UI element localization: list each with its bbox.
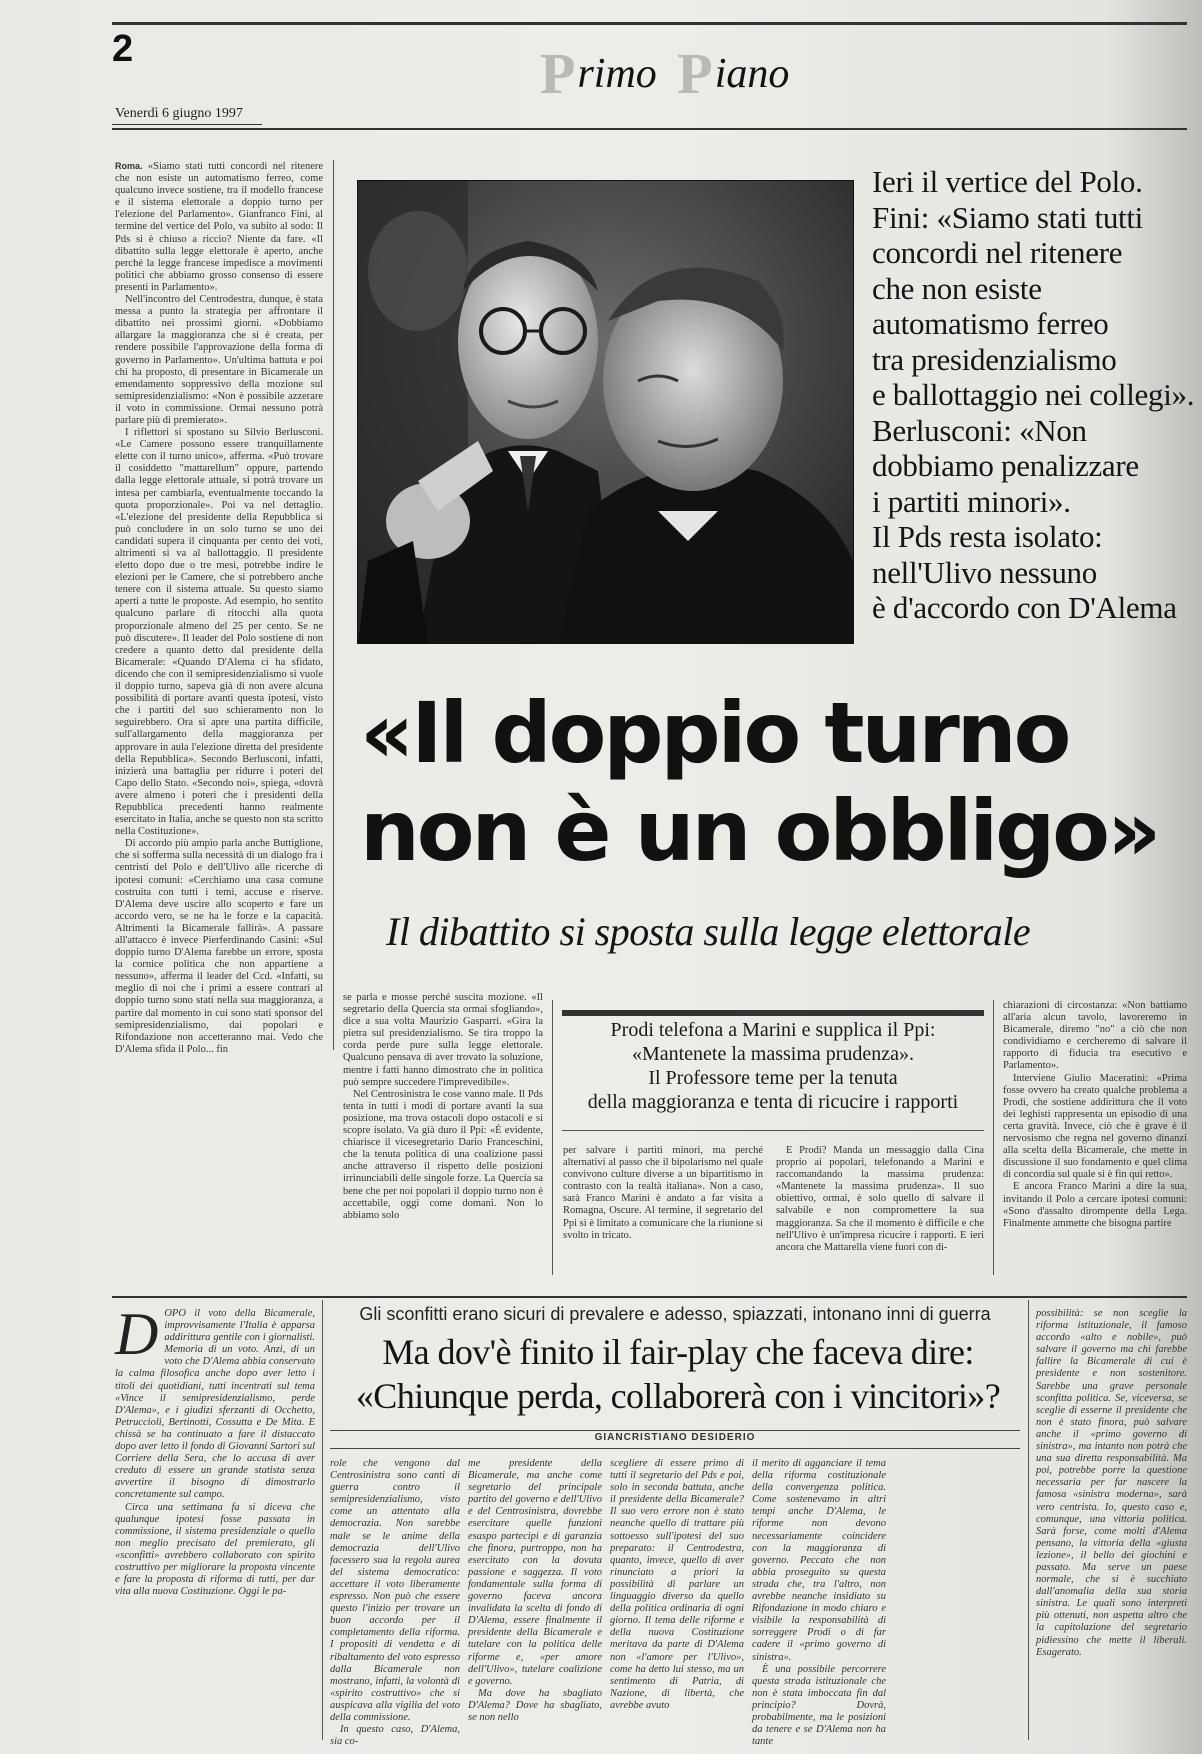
fair-headline xyxy=(338,1330,1018,1418)
issue-date: Venerdì 6 giugno 1997 xyxy=(115,106,243,121)
dateline: Roma. xyxy=(115,161,143,171)
deck-line-2: Fini: «Siamo stati tutti xyxy=(872,199,1143,235)
right-para-2: Interviene Giulio Maceratini: «Prima fosse ovvero ha creato qualche problema a Prodi, che sostiene addirittura che il voto dei leghisti rappresenta un episodio di una certa gravità. Invece, ciò che è grave è il nervosismo che regna nel governo dinanzi alla scelta della Bicamerale, che mette in discussione il suo fondamento e quel clima di concordia sul quale si è fin qui retto». xyxy=(1003,1072,1187,1181)
fair-column-e: possibilità: se non sceglie la riforma istituzionale, il famoso accordo «alto e nobile», può salvare il governo ma chi farebbe fallire la Bicamerale di cui è presidente e non sostenitore. Sarebbe una grave personale sconfitta politica. Se, viceversa, se sceglie di esserne il presidente che non è stato finora, può salvare anche il «primo governo di sinistra», ma intanto non potrà che una sua diretta responsabilità. Ma poi, potrebbe porre la questione necessaria per far nascere la famosa «sinistra moderna», sarà vero centrista. Io, questo caso e, comunque, una vittoria politica. Sarà forse, come molti d'Alema pensano, la vittoria della «giusta lezione», il bello dei giochini e passato. Ma serve un paese normale, che si è succhiato dall'anomalia della sua storia sinistra. Le quali sono interpreti più ottenuti, non aspetta altro che la capitolazione del segretario pidiessino che mette il liberali. Esagerato. xyxy=(1036,1308,1187,1658)
left-para-1: Roma. «Siamo stati tutti concordi nel ritenere che non esiste un automatismo ferreo, come qualcuno invece sostiene, tra il modello francese e il sistema elettorale a doppio turno per l'elezione del Parlamento». Gianfranco Fini, al termine del vertice del Polo, va subito al sodo: Il Pds si è chiuso a riccio? Niente da fare. «Il dibattito sulla legge elettorale è aperto, anche perché la legge francese impedisce a movimenti politici che abbiamo grosso consenso di essere presenti in Parlamento». xyxy=(115,161,324,293)
section-initial-2: P xyxy=(677,41,713,106)
mid-para-2: Nel Centrosinistra le cose vanno male. Il Pds tenta in tutti i modi di portare avanti la sua posizione, ma trova ostacoli dopo ostacoli e si scopre isolato. Va già duro il Ppi: «È evidente, chiarisce il vicesegretario Dario Franceschini, che la tenuta politica di una coalizione passi anche attraverso il rispetto delle posizioni irrinunciabili delle singole forze. La Quercia sa bene che per noi popolari il doppio turno non è accettabile, oggi come domani. Non lo abbiamo solo xyxy=(343,1088,543,1221)
prodi-head-line-4: della maggioranza e tenta di ricucire i rapporti xyxy=(587,1091,959,1113)
fair-column-d: il merito di agganciare il tema della riforma costituzionale della convergenza politica. Come sostenevamo in altri tempi anche D'Alema, le riforme non devono necessariamente coincidere con la maggioranza di governo. Peccato che non abbia proseguito su questa strada che, tra l'altro, non avrebbe neanche insidiato su Rifondazione in modo chiaro e visibile la responsabilità di sorreggere Prodi o di far cadere il «primo governo di sinistra». È una possibile percorrere questa strada istituzionale che non è stata imboccata fin dal principio? Dovrà, probabilmente, ma le posizioni da tenere e se D'Alema non ha tante xyxy=(752,1458,886,1748)
deck-line-13: è d'accordo con D'Alema xyxy=(872,590,1177,625)
headline-line-1: «Il doppio turno xyxy=(360,684,1069,782)
photo-image xyxy=(358,181,853,643)
prodi-head-line-3: Il Professore teme per la tenuta xyxy=(648,1067,898,1089)
right-para-3: E ancora Franco Marini a dire la sua, invitando il Polo a cercare ipotesi comuni: «Sono d'assalto dirompente della Lega. Finalmente ammette che bisogna partire xyxy=(1003,1181,1187,1229)
prodi-headline xyxy=(562,1018,984,1114)
section-word-2: iano xyxy=(714,51,790,97)
prodi-box-bar xyxy=(562,1010,984,1016)
column-separator xyxy=(333,160,334,1050)
deck-line-12: nell'Ulivo nessuno xyxy=(872,554,1097,590)
deck-line-10: i partiti minori». xyxy=(872,483,1071,519)
middle-article-column xyxy=(343,992,543,1277)
section-title xyxy=(540,40,789,107)
right-para-1: chiarazioni di circostanza: «Non battiamo all'aria alcun tavolo, lavoreremo in Bicamerale, diremo "no" a ciò che non condividiamo e cercheremo di salvare il rapporto di fiducia tra esecutivo e Parlamento». xyxy=(1003,1000,1187,1072)
deck-line-4: che non esiste xyxy=(872,270,1042,306)
column-separator-5 xyxy=(1028,1300,1029,1740)
right-article-column xyxy=(1003,1000,1187,1276)
byline-rule-bottom xyxy=(330,1448,1020,1449)
photo-fini-berlusconi xyxy=(357,180,854,644)
left-para-3: I riflettori si spostano su Silvio Berlusconi. «Le Camere possono essere tranquillamente elette con il turno unico», afferma. «Può trovare il cosiddetto "mattarellum" oppure, partendo dalla legge elettorale attuale, si potrà trovare un intesa per cambiarla, eventualmente toccando la quota proporzionale». Poi va nel dettaglio. «L'elezione del presidente della Repubblica si può concludere in un solo turno se uno dei candidati supera il cinquanta per cento dei voti, altrimenti si va al ballottaggio. Il presidente eletto dopo due o tre mesi, potrebbe indire le elezioni per le Camere, che si potrebbero anche tenere con il sistema attuale. Su questo siamo aperti a tutte le proposte. Ad esempio, ho sentito qualcuno parlare di ritocchi alla quota proporzionale almeno del 25 per cento. Se ne può discutere». Il leader del Polo sostiene di non credere a quanto detto dal presidente della Bicamerale: «Quando D'Alema ci ha sfidato, dicendo che con il semipresidenzialismo si vuole il doppio turno, sapeva già di non avere alcuna possibilità di portare avanti questa ipotesi, visto che i partiti del suo schieramento non lo seguirebbero. Ora si apre una partita difficile, sull'allargamento della maggioranza per approvare in aula l'elezione diretta del presidente della Repubblica». Secondo Berlusconi, infatti, inizierà una battaglia per ridurre i poteri del Capo dello Stato. «Secondo noi», spiega, «dovrà avere almeno i poteri che i presidenti della Repubblica precedenti hanno realmente esercitato in Italia, anche se questo non sta scritto nella Costituzione». xyxy=(115,427,323,838)
fair-lead-para-2: Circa una settimana fa si diceva che qualunque ipotesi fosse passata in commissione, il sistema presidenziale o quello non meglio precisato del premierato, gli «sconfitti» avrebbero collaborato con spirito costruttivo per migliorare la proposta vincente e fare la proposta di riforma di tutti, per dar vita alla nuova Costituzione. Oggi le pa- xyxy=(115,1501,315,1598)
deck-line-6: tra presidenzialismo xyxy=(872,341,1117,377)
prodi-head-line-1: Prodi telefona a Marini e supplica il Ppi: xyxy=(610,1019,936,1041)
author-byline: GIANCRISTIANO DESIDERIO xyxy=(594,1432,756,1443)
date-rule xyxy=(112,124,262,125)
byline-rule-top xyxy=(330,1430,1020,1431)
fair-lead-para: DOPO il voto della Bicamerale, improvvisamente l'Italia è apparsa addirittura gentile con i giornalisti. Memoria di un voto. Anzi, di un voto che D'Alema abbia conservato la calma filosofica anche dopo aver letto i titoli dei quotidiani, tutti incentrati sul tema «Vince il semipresidenzialismo, perde D'Alema», e i giudizi sferzanti di Occhetto, Petruccioli, Bertinotti, Cossutta e De Mita. E chissà se ha continuato a fare il distaccato dopo aver letto il fondo di Giovanni Sartori sul Corriere della Sera, che lo accusa di aver creduto di essere un grande statista senza avvertire il bisogno di dimostrarlo concretamente sul campo. xyxy=(115,1301,315,1501)
deck-line-1: Ieri il vertice del Polo. xyxy=(872,164,1143,199)
column-separator-2 xyxy=(552,1000,553,1275)
section-rule xyxy=(112,1296,1187,1298)
fair-head-line-2: «Chiunque perda, collaborerà con i vincitori»? xyxy=(355,1376,1001,1416)
headline-line-2: non è un obbligo» xyxy=(360,782,1159,880)
deck-line-9: dobbiamo penalizzare xyxy=(872,448,1139,483)
header-rule xyxy=(112,128,1187,130)
column-separator-4 xyxy=(322,1300,323,1740)
fair-head-line-1: Ma dov'è finito il fair-play che faceva dire: xyxy=(382,1332,974,1372)
prodi-rule xyxy=(562,1130,984,1131)
fair-column-c: scegliere di essere primo di tutti il segretario del Pds e poi, solo in seconda battuta, anche il presidente della Bicamerale? Il suo vero errore non è stato neanche quello di trattare più sottoesso sull'ipotesi del suo preparato: il Centrodestra, quanto, invece, quello di aver rinunciato a priori la possibilità di parlare un linguaggio diverso da quello della politica ordinaria di ogni giorno. Il tema delle riforme e della nuova Costituzione meritava da parte di D'Alema non «l'amore per l'Ulivo», come ha detto lui stesso, ma un sentimento di Patria, di Nazione, di libertà, che avrebbe avuto xyxy=(610,1458,744,1711)
prodi-head-line-2: «Mantenete la massima prudenza». xyxy=(631,1043,915,1065)
top-rule xyxy=(112,22,1187,25)
fair-column-b: me presidente della Bicamerale, ma anche come segretario del principale partito del governo e dell'Ulivo e del Centrosinistra, dovrebbe esercitare quelle funzioni esaspo partecipi e di garanzia che finora, purtroppo, non ha esercitato con la dovuta passione e saggezza. Il voto fondamentale sulla forma di governo faceva ancora invalidata la scelta di fondo di D'Alema, essere finalmente il presidente della Bicamerale e tutelare con la politica delle riforme e, «per amore dell'Ulivo», tutelare coalizione e governo. Ma dove ha sbagliato D'Alema? Dove ha sbagliato, se non nello xyxy=(468,1458,602,1723)
column-separator-3 xyxy=(993,1000,994,1275)
left-para-4: Di accordo più ampio parla anche Buttiglione, che si sofferma sulla necessità di un dialogo fra i centristi del Polo e dell'Ulivo alle ricerche di ipotesi comuni: «Cerchiamo una casa comune costruita con tutti i temi, accuse e riserve. D'Alema deve uscire allo scoperto e fare un accordo vero, se ne ha le forze e la capacità. Altrimenti la Bicamerale fallirà». A passare all'attacco è invece Pierferdinando Casini: «Sul doppio turno D'Alema farebbe un errore, sposta la cornice politica che non appartiene a nessuno», afferma il leader del Ccd. «Infatti, su meglio di noi che i primi a essere contrari al doppio turno sono stati nella sua maggioranza, a partire dal momento in cui sono stati sponsor del semipresidenzialismo, dai popolari e Rifondazione non accetteranno mai. Vedo che D'Alema sfida il Polo... fin xyxy=(115,838,323,1055)
page-number: 2 xyxy=(112,28,134,70)
deck-line-8: Berlusconi: «Non xyxy=(872,412,1087,448)
prodi-column-1: per salvare i partiti minori, ma perché alternativi al passo che il bipolarismo nel quale convivono culture diverse a un bipartitismo in contrasto con la realtà italiana». Non a caso, sarà Franco Marini è andato a far visita a Romagna, Oscure. Al termine, il segretario del Ppi si è limitato a comunicare che la riunione si svolto in tricato. xyxy=(563,1145,763,1241)
deck-line-3: concordi nel ritenere xyxy=(872,235,1123,270)
deck-line-5: automatismo ferreo xyxy=(872,306,1109,341)
prodi-column-2: E Prodi? Manda un messaggio dalla Cina proprio ai popolari, telefonando a Marini e raccomandando la massima prudenza: «Mantenete la massima prudenza». Il suo obiettivo, ormai, è solo quello di salvare il salvabile e non compromettere la sua maggioranza. Sa che il momento è difficile e che nell'Ulivo è un'impresa ricucire i rapporti. E ieri ancora che Mattarella viene fuori con di- xyxy=(776,1145,984,1253)
section-word-1: rimo xyxy=(577,51,657,97)
mid-para-1: se parla e mosse perché suscita mozione. «Il segretario della Quercia sta ormai sfogliando», dice a sua volta Maurizio Gasparri. «Gira la pietra sul presidenzialismo. Se tira troppo la corda perde pure sulla legge elettorale. Qualcuno pensava di aver trovato la soluzione, mentre i fatti hanno dimostrato che in politica può sempre succedere l'imprevedibile». xyxy=(343,992,543,1088)
left-article-column xyxy=(115,160,324,1055)
headline-deck xyxy=(872,164,1195,626)
section-initial-1: P xyxy=(540,41,576,106)
main-headline xyxy=(360,684,1190,880)
fair-kicker: Gli sconfitti erano sicuri di prevalere e adesso, spiazzati, intonano inni di guerra xyxy=(359,1304,991,1324)
subheadline: Il dibattito si sposta sulla legge elettorale xyxy=(386,909,1031,954)
drop-cap: D xyxy=(115,1301,159,1367)
deck-line-11: Il Pds resta isolato: xyxy=(872,519,1103,554)
fair-column-a: role che vengono dal Centrosinistra sono canti di guerra contro il semipresidenzialismo, visto come un attentato alla democrazia. Non sarebbe male se le anime della democrazia dell'Ulivo facessero sua la regola aurea del sistema democratico: accettare il voto liberamente espresso. Non può che essere questo l'inizio per trovare un buon accordo per il completamento della riforma. I propositi di vendetta e di ribaltamento del voto espresso dalla Bicamerale non mostrano, infatti, la volontà di «spirito costruttivo» che si auspicava alla vigilia del voto della commissione. In questo caso, D'Alema, sia co- xyxy=(330,1458,460,1748)
fair-lead-column xyxy=(115,1301,315,1738)
deck-line-7: e ballottaggio nei collegi». xyxy=(872,377,1195,412)
left-para-2: Nell'incontro del Centrodestra, dunque, è stata messa a punto la strategia per affrontare il dibattito nei prossimi giorni. «Dobbiamo allargare la maggioranza che si è creata, per rendere possibile l'approvazione della forma di governo in Parlamento». Un'ultima battuta e poi chi ha proposto, di presentare in Bicamerale un emendamento soppressivo della mozione sul semipresidenzialismo: «Non è possibile azzerare il voto in commissione. Ormai nessuno potrà parlare più di premierato». xyxy=(115,294,323,426)
